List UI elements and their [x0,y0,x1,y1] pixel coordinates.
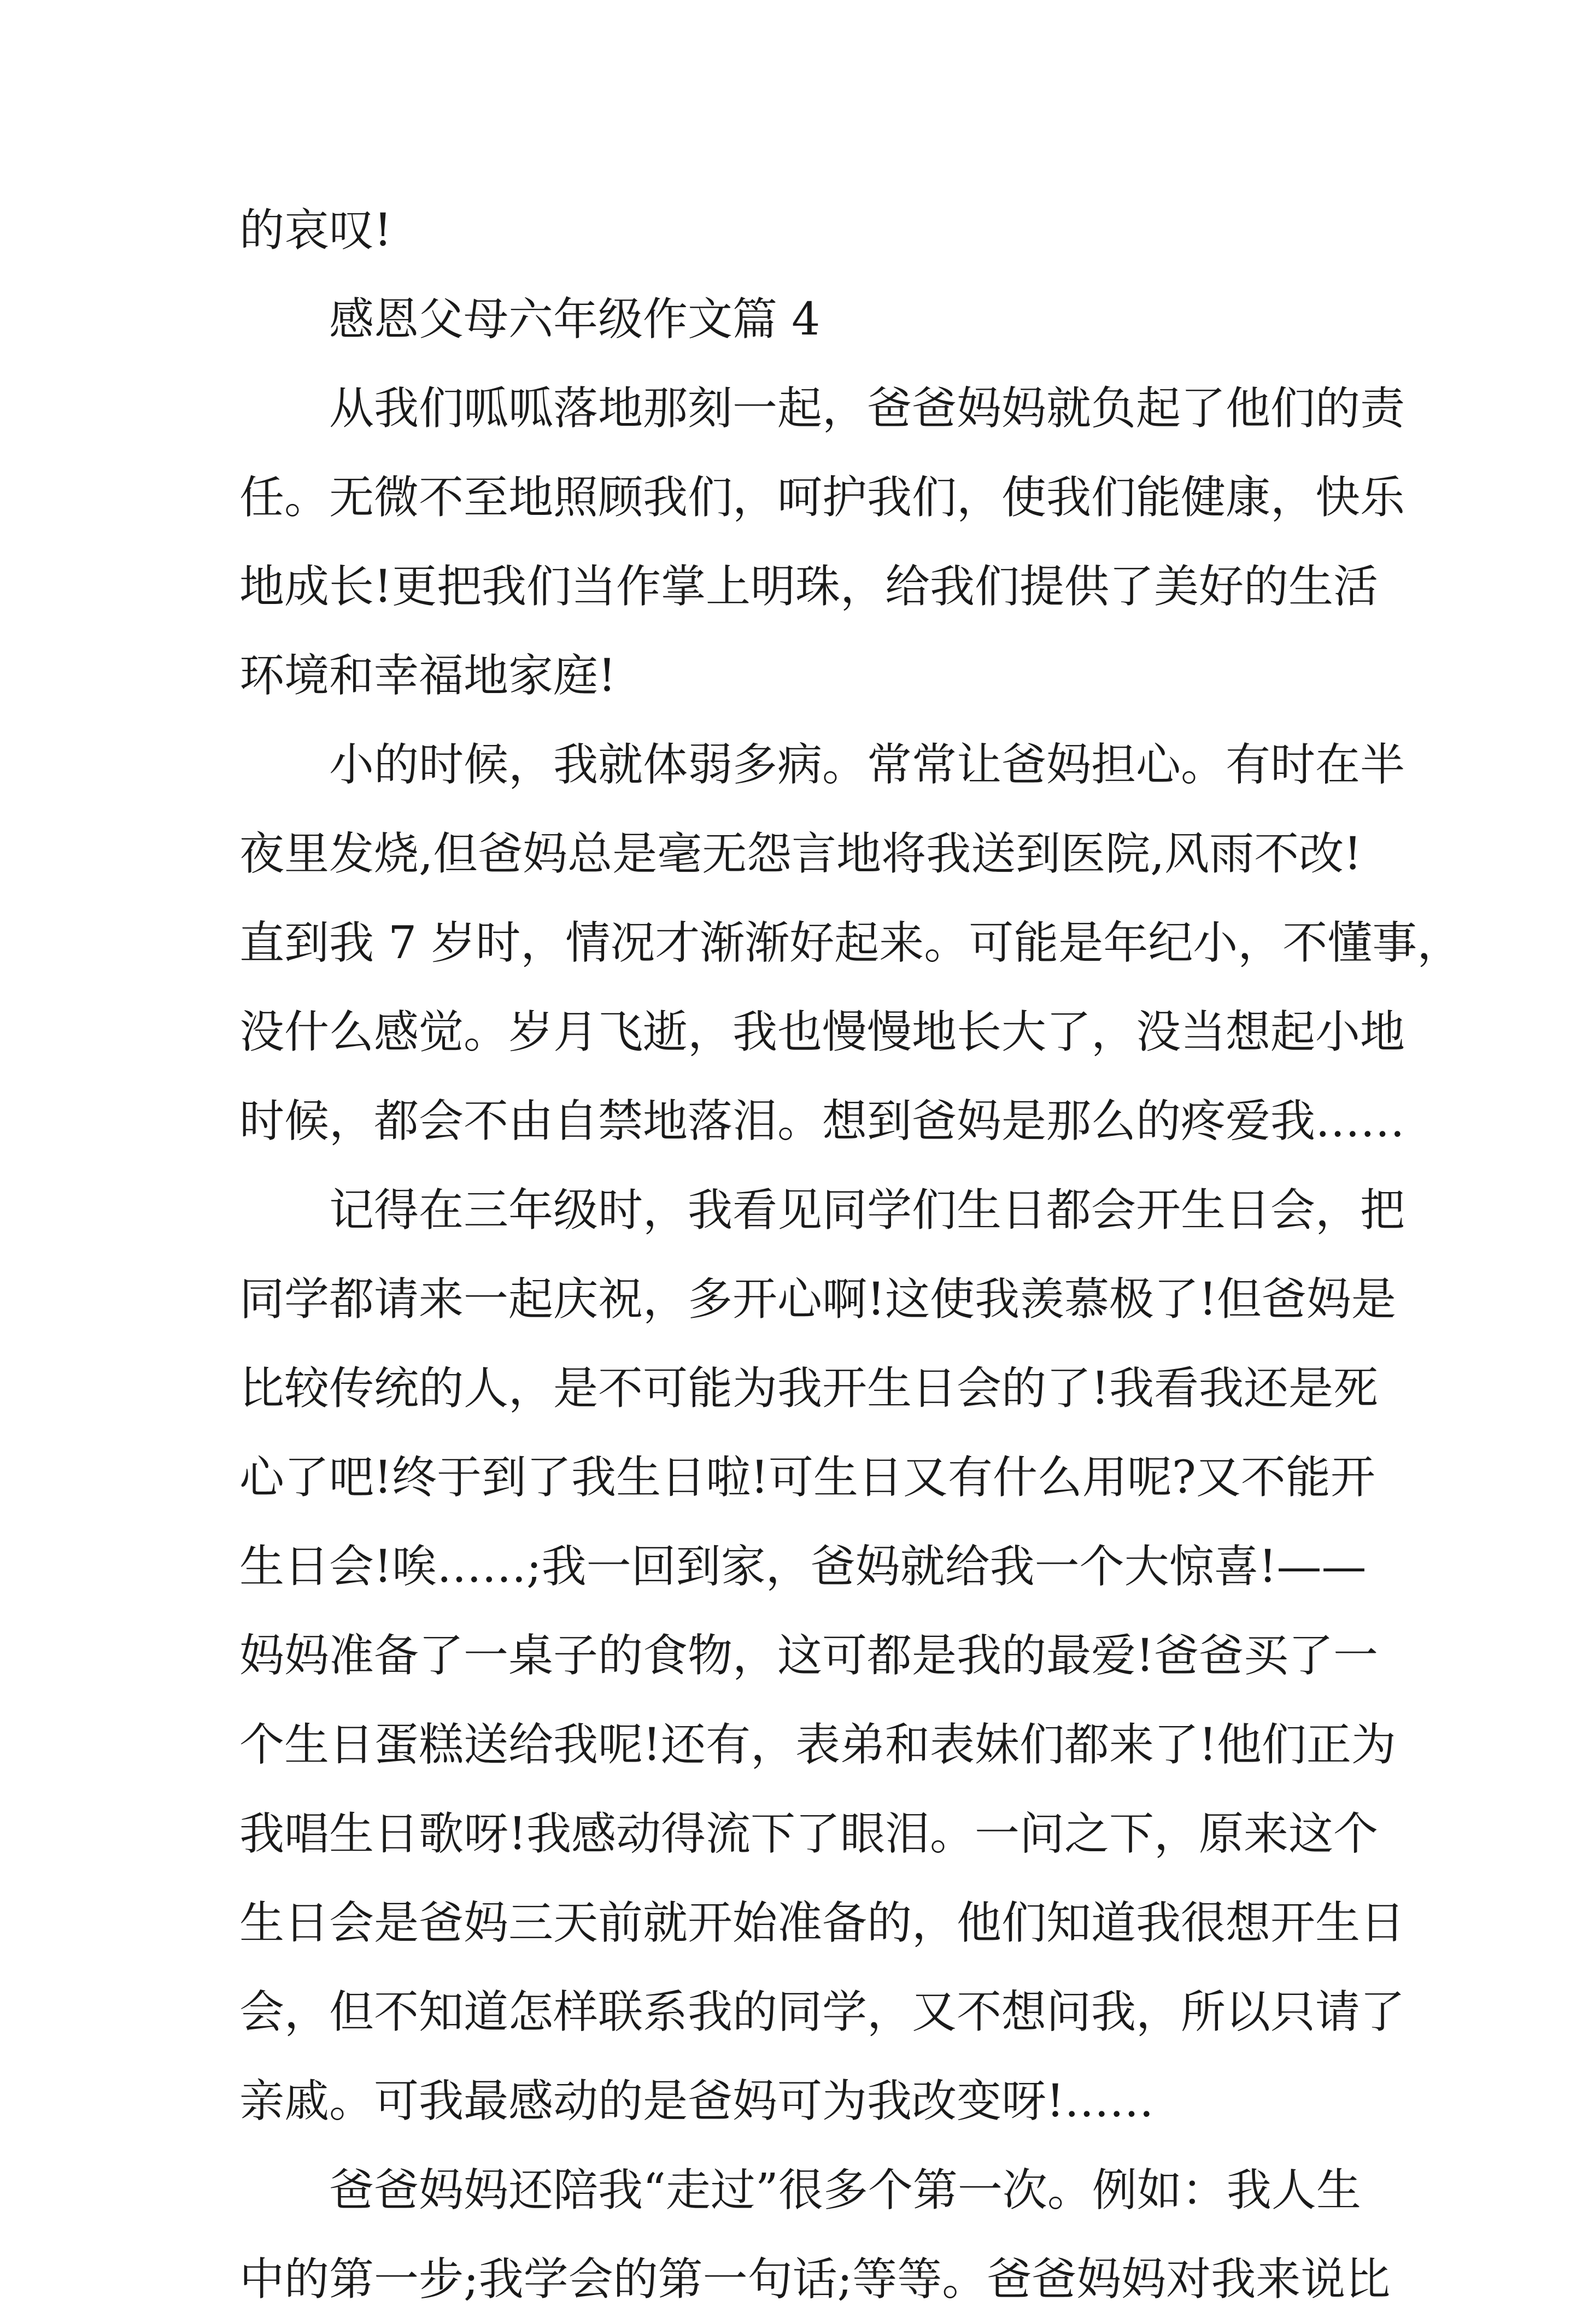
text-line: 我唱生日歌呀!我感动得流下了眼泪。一问之下，原来这个 [239,1808,1378,1860]
section-heading: 感恩父母六年级作文篇 4 [329,294,821,345]
text-line: 个生日蛋糕送给我呢!还有，表弟和表妹们都来了!他们正为 [239,1719,1396,1771]
text-line: 夜里发烧,但爸妈总是毫无怨言地将我送到医院,风雨不改! [239,828,1362,880]
text-line: 记得在三年级时，我看见同学们生日都会开生日会，把 [329,1184,1405,1236]
text-line: 生日会!唉……;我一回到家，爸妈就给我一个大惊喜!—— [239,1541,1367,1593]
text-line: 环境和幸福地家庭! [239,650,616,702]
text-line: 小的时候，我就体弱多病。常常让爸妈担心。有时在半 [329,739,1405,791]
text-line: 爸爸妈妈还陪我“走过”很多个第一次。例如：我人生 [329,2164,1361,2216]
text-line: 中的第一步;我学会的第一句话;等等。爸爸妈妈对我来说比 [239,2253,1391,2305]
text-line: 心了吧!终于到了我生日啦!可生日又有什么用呢?又不能开 [239,1452,1375,1504]
text-line: 比较传统的人，是不可能为我开生日会的了!我看我还是死 [239,1363,1378,1415]
text-line: 生日会是爸妈三天前就开始准备的，他们知道我很想开生日 [239,1897,1405,1949]
text-line: 妈妈准备了一桌子的食物，这可都是我的最爱!爸爸买了一 [239,1630,1378,1682]
text-line: 地成长!更把我们当作掌上明珠，给我们提供了美好的生活 [239,561,1378,613]
text-line: 的哀叹! [239,204,392,256]
text-line: 任。无微不至地照顾我们，呵护我们，使我们能健康，快乐 [239,472,1405,524]
text-line: 从我们呱呱落地那刻一起，爸爸妈妈就负起了他们的责 [329,383,1405,435]
text-line: 直到我 7 岁时，情况才渐渐好起来。可能是年纪小，不懂事， [239,917,1462,969]
text-line: 亲戚。可我最感动的是爸妈可为我改变呀!…… [239,2075,1154,2127]
text-line: 会，但不知道怎样联系我的同学，又不想问我，所以只请了 [239,1986,1405,2038]
text-line: 时候，都会不由自禁地落泪。想到爸妈是那么的疼爱我…… [239,1095,1405,1147]
essay-text [239,186,1462,2324]
text-line: 没什么感觉。岁月飞逝，我也慢慢地长大了，没当想起小地 [239,1006,1405,1058]
text-line: 同学都请来一起庆祝，多开心啊!这使我羡慕极了!但爸妈是 [239,1273,1396,1325]
